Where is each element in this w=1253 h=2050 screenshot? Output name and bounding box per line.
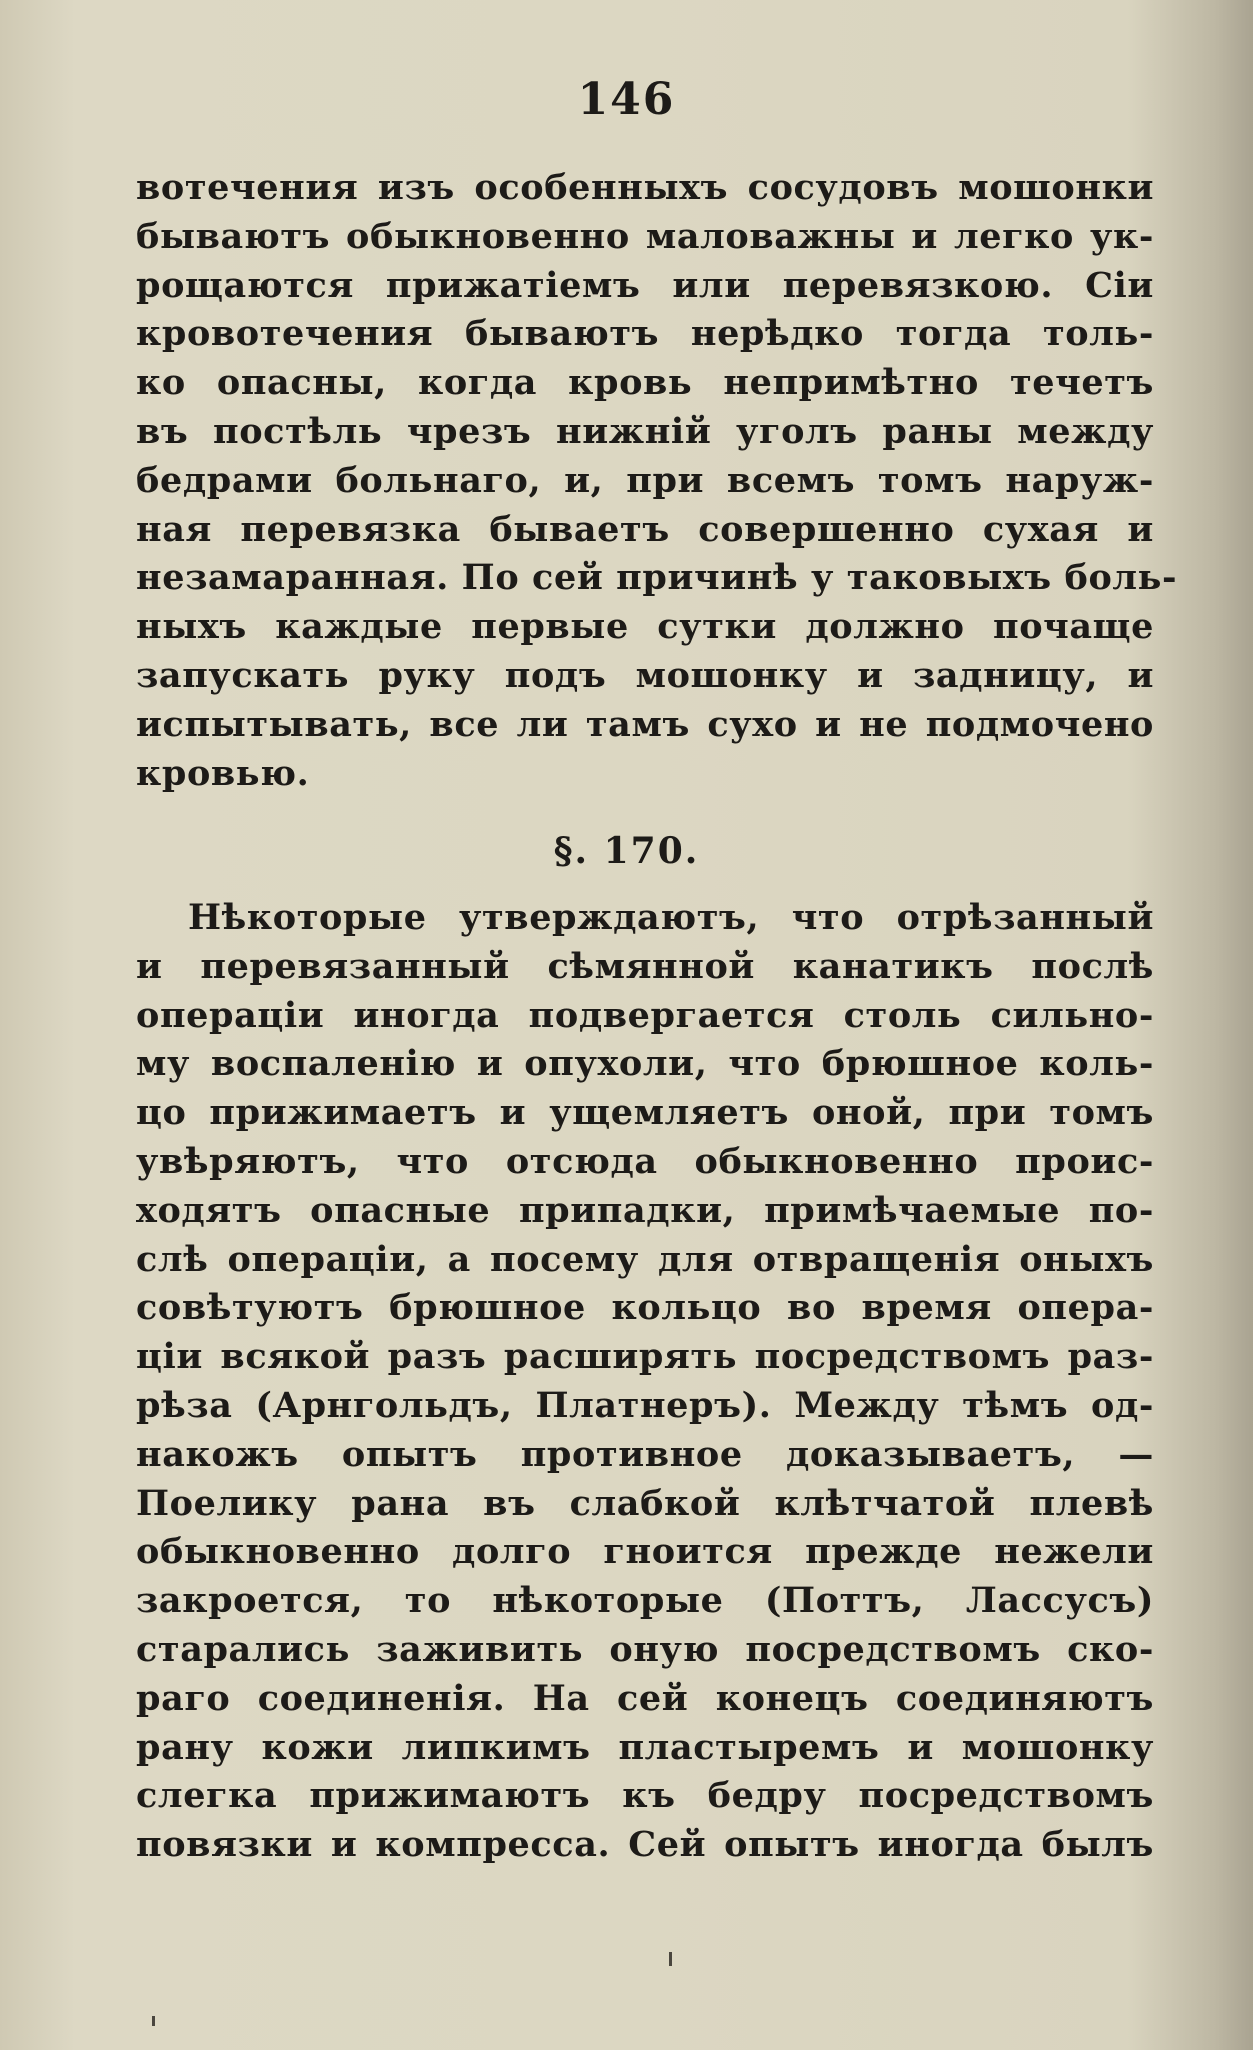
text-line: вотечения изъ особенныхъ сосудовъ мошонки <box>136 167 1154 208</box>
text-line: запускать руку подъ мошонку и задницу, и <box>136 654 1154 696</box>
text-line: Поелику рана въ слабкой клѣтчатой плевѣ <box>136 1482 1154 1524</box>
ink-speck <box>152 2016 155 2026</box>
text-line: рощаются прижатiемъ или перевязкою. Сiи <box>136 264 1154 306</box>
text-line: и перевязанный сѣмянной канатикъ послѣ <box>136 945 1154 987</box>
text-line: бедрами больнаго, и, при всемъ томъ наруж- <box>136 459 1154 501</box>
text-line: цiи всякой разъ расширять посредствомъ раз- <box>136 1336 1154 1378</box>
text-line: закроется, то нѣкоторые (Поттъ, Лассусъ) <box>136 1580 1154 1622</box>
text-line: увѣряютъ, что отсюда обыкновенно проис- <box>136 1140 1154 1182</box>
text-line: незамаранная. По сей причинѣ у таковыхъ боль- <box>136 557 1178 599</box>
text-line: бываютъ обыкновенно маловажны и легко ук- <box>136 215 1154 257</box>
text-line: рѣза (Арнгольдъ, Платнеръ). Между тѣмъ од- <box>136 1384 1154 1426</box>
text-line: старались заживить оную посредствомъ ско- <box>136 1628 1154 1670</box>
text-line: повязки и компресса. Сей опытъ иногда былъ <box>136 1824 1154 1866</box>
text-line: накожъ опытъ противное доказываетъ, — <box>136 1433 1154 1475</box>
text-line: рану кожи липкимъ пластыремъ и мошонку <box>136 1726 1154 1768</box>
page-number: 146 <box>577 74 676 125</box>
text-line: кровью. <box>136 752 310 794</box>
text-line: слѣ операцiи, а посему для отвращенiя оныхъ <box>136 1238 1154 1280</box>
text-line: ная перевязка бываетъ совершенно сухая и <box>136 508 1154 550</box>
paragraph-2 <box>136 894 1154 1870</box>
paragraph-1 <box>136 164 1178 798</box>
text-line: обыкновенно долго гноится прежде нежели <box>136 1531 1154 1573</box>
text-line: кровотечения бываютъ нерѣдко тогда толь- <box>136 313 1154 355</box>
ink-speck <box>669 1952 672 1966</box>
section-heading: §. 170. <box>553 830 700 872</box>
text-line: ко опасны, когда кровь непримѣтно течетъ <box>136 362 1154 404</box>
text-line: испытывать, все ли тамъ сухо и не подмочено <box>136 703 1154 745</box>
text-line: въ постѣль чрезъ нижнiй уголъ раны между <box>136 410 1154 452</box>
text-line: му воспаленiю и опухоли, что брюшное коль- <box>136 1043 1154 1085</box>
text-line: Нѣкоторые утверждаютъ, что отрѣзанный <box>188 897 1154 938</box>
text-line: раго соединенiя. На сей конецъ соединяютъ <box>136 1677 1154 1719</box>
text-line: ныхъ каждые первые сутки должно почаще <box>136 606 1154 648</box>
text-line: слегка прижимаютъ къ бедру посредствомъ <box>136 1775 1154 1817</box>
text-line: ходятъ опасные припадки, примѣчаемые по- <box>136 1189 1154 1231</box>
text-line: операцiи иногда подвергается столь сильно- <box>136 994 1154 1036</box>
text-line: цо прижимаетъ и ущемляетъ оной, при томъ <box>136 1092 1154 1134</box>
text-line: совѣтуютъ брюшное кольцо во время опера- <box>136 1287 1154 1329</box>
